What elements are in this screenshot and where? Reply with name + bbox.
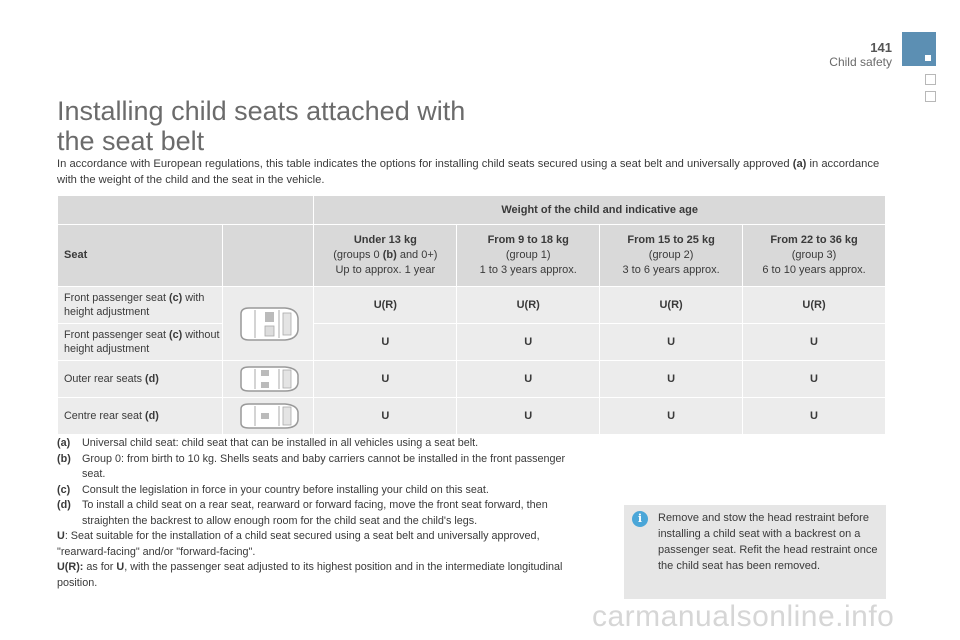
page-number: 141 xyxy=(870,40,892,55)
chapter-tab xyxy=(925,74,936,85)
watermark: carmanualsonline.info xyxy=(592,600,895,633)
page-heading xyxy=(57,96,465,156)
value-cell: U xyxy=(457,324,600,361)
footnote-b: (b) Group 0: from birth to 10 kg. Shells seats and baby carriers cannot be installed in the front passenger seat. xyxy=(57,452,566,480)
car-diagram-centre-rear-icon xyxy=(222,398,313,435)
info-icon: i xyxy=(632,511,648,527)
car-diagram-front-seat-icon xyxy=(222,287,313,361)
seat-label: Front passenger seat (c) without height adjustment xyxy=(58,324,223,361)
car-diagram-outer-rear-icon xyxy=(222,361,313,398)
column-header-15-25kg: From 15 to 25 kg (group 2) 3 to 6 years approx. xyxy=(600,225,743,287)
value-cell: U xyxy=(457,398,600,435)
chapter-tab xyxy=(925,91,936,102)
value-cell: U xyxy=(600,361,743,398)
value-cell: U xyxy=(600,324,743,361)
value-cell: U(R) xyxy=(600,287,743,324)
weight-group-header: Weight of the child and indicative age xyxy=(314,196,886,225)
column-header-under-13kg: Under 13 kg (groups 0 (b) and 0+) Up to approx. 1 year xyxy=(314,225,457,287)
footnote-a: (a) Universal child seat: child seat that can be installed in all vehicles using a seat belt. xyxy=(57,437,479,449)
value-cell: U xyxy=(457,361,600,398)
seat-label: Outer rear seats (d) xyxy=(58,361,223,398)
footnote-d: (d) To install a child seat on a rear seat, rearward or forward facing, move the front seat forward, then straighten the backrest to allow enough room for the child seat and the child's legs. xyxy=(57,499,548,527)
footnote-ur: U(R): as for U, with the passenger seat adjusted to its highest position and in the intermediate longitudinal position. xyxy=(57,561,563,589)
footnotes xyxy=(57,436,587,591)
child-seat-table xyxy=(57,195,886,435)
info-text: Remove and stow the head restraint before installing a child seat with a backrest on a passenger seat. Refit the head restraint once the child seat has been removed. xyxy=(658,512,878,572)
intro-paragraph: In accordance with European regulations, this table indicates the options for installing child seats secured using a seat belt and universally approved (a) in accordance with the weight of the child and the seat in the vehicle. xyxy=(57,158,880,186)
footnote-u: U: Seat suitable for the installation of a child seat secured using a seat belt and universally approved, "rearward-facing" and/or "forward-facing". xyxy=(57,530,540,558)
value-cell: U xyxy=(600,398,743,435)
value-cell: U(R) xyxy=(457,287,600,324)
value-cell: U xyxy=(314,398,457,435)
page-heading-line2: the seat belt xyxy=(57,126,205,156)
table-row xyxy=(58,324,886,361)
table-row xyxy=(58,361,886,398)
value-cell: U(R) xyxy=(743,287,886,324)
column-header-22-36kg: From 22 to 36 kg (group 3) 6 to 10 years approx. xyxy=(743,225,886,287)
value-cell: U xyxy=(314,324,457,361)
seat-column-header: Seat xyxy=(58,225,223,287)
seat-label: Centre rear seat (d) xyxy=(58,398,223,435)
section-title: Child safety xyxy=(829,55,892,69)
column-header-9-18kg: From 9 to 18 kg (group 1) 1 to 3 years approx. xyxy=(457,225,600,287)
value-cell: U(R) xyxy=(314,287,457,324)
value-cell: U xyxy=(314,361,457,398)
seat-label: Front passenger seat (c) with height adjustment xyxy=(58,287,223,324)
value-cell: U xyxy=(743,324,886,361)
value-cell: U xyxy=(743,361,886,398)
table-row xyxy=(58,287,886,324)
info-box xyxy=(624,505,886,599)
chapter-tab-active xyxy=(902,32,936,66)
footnote-c: (c) Consult the legislation in force in your country before installing your child on this seat. xyxy=(57,483,489,496)
page-heading-line1: Installing child seats attached with xyxy=(57,96,466,126)
table-row xyxy=(58,398,886,435)
value-cell: U xyxy=(743,398,886,435)
